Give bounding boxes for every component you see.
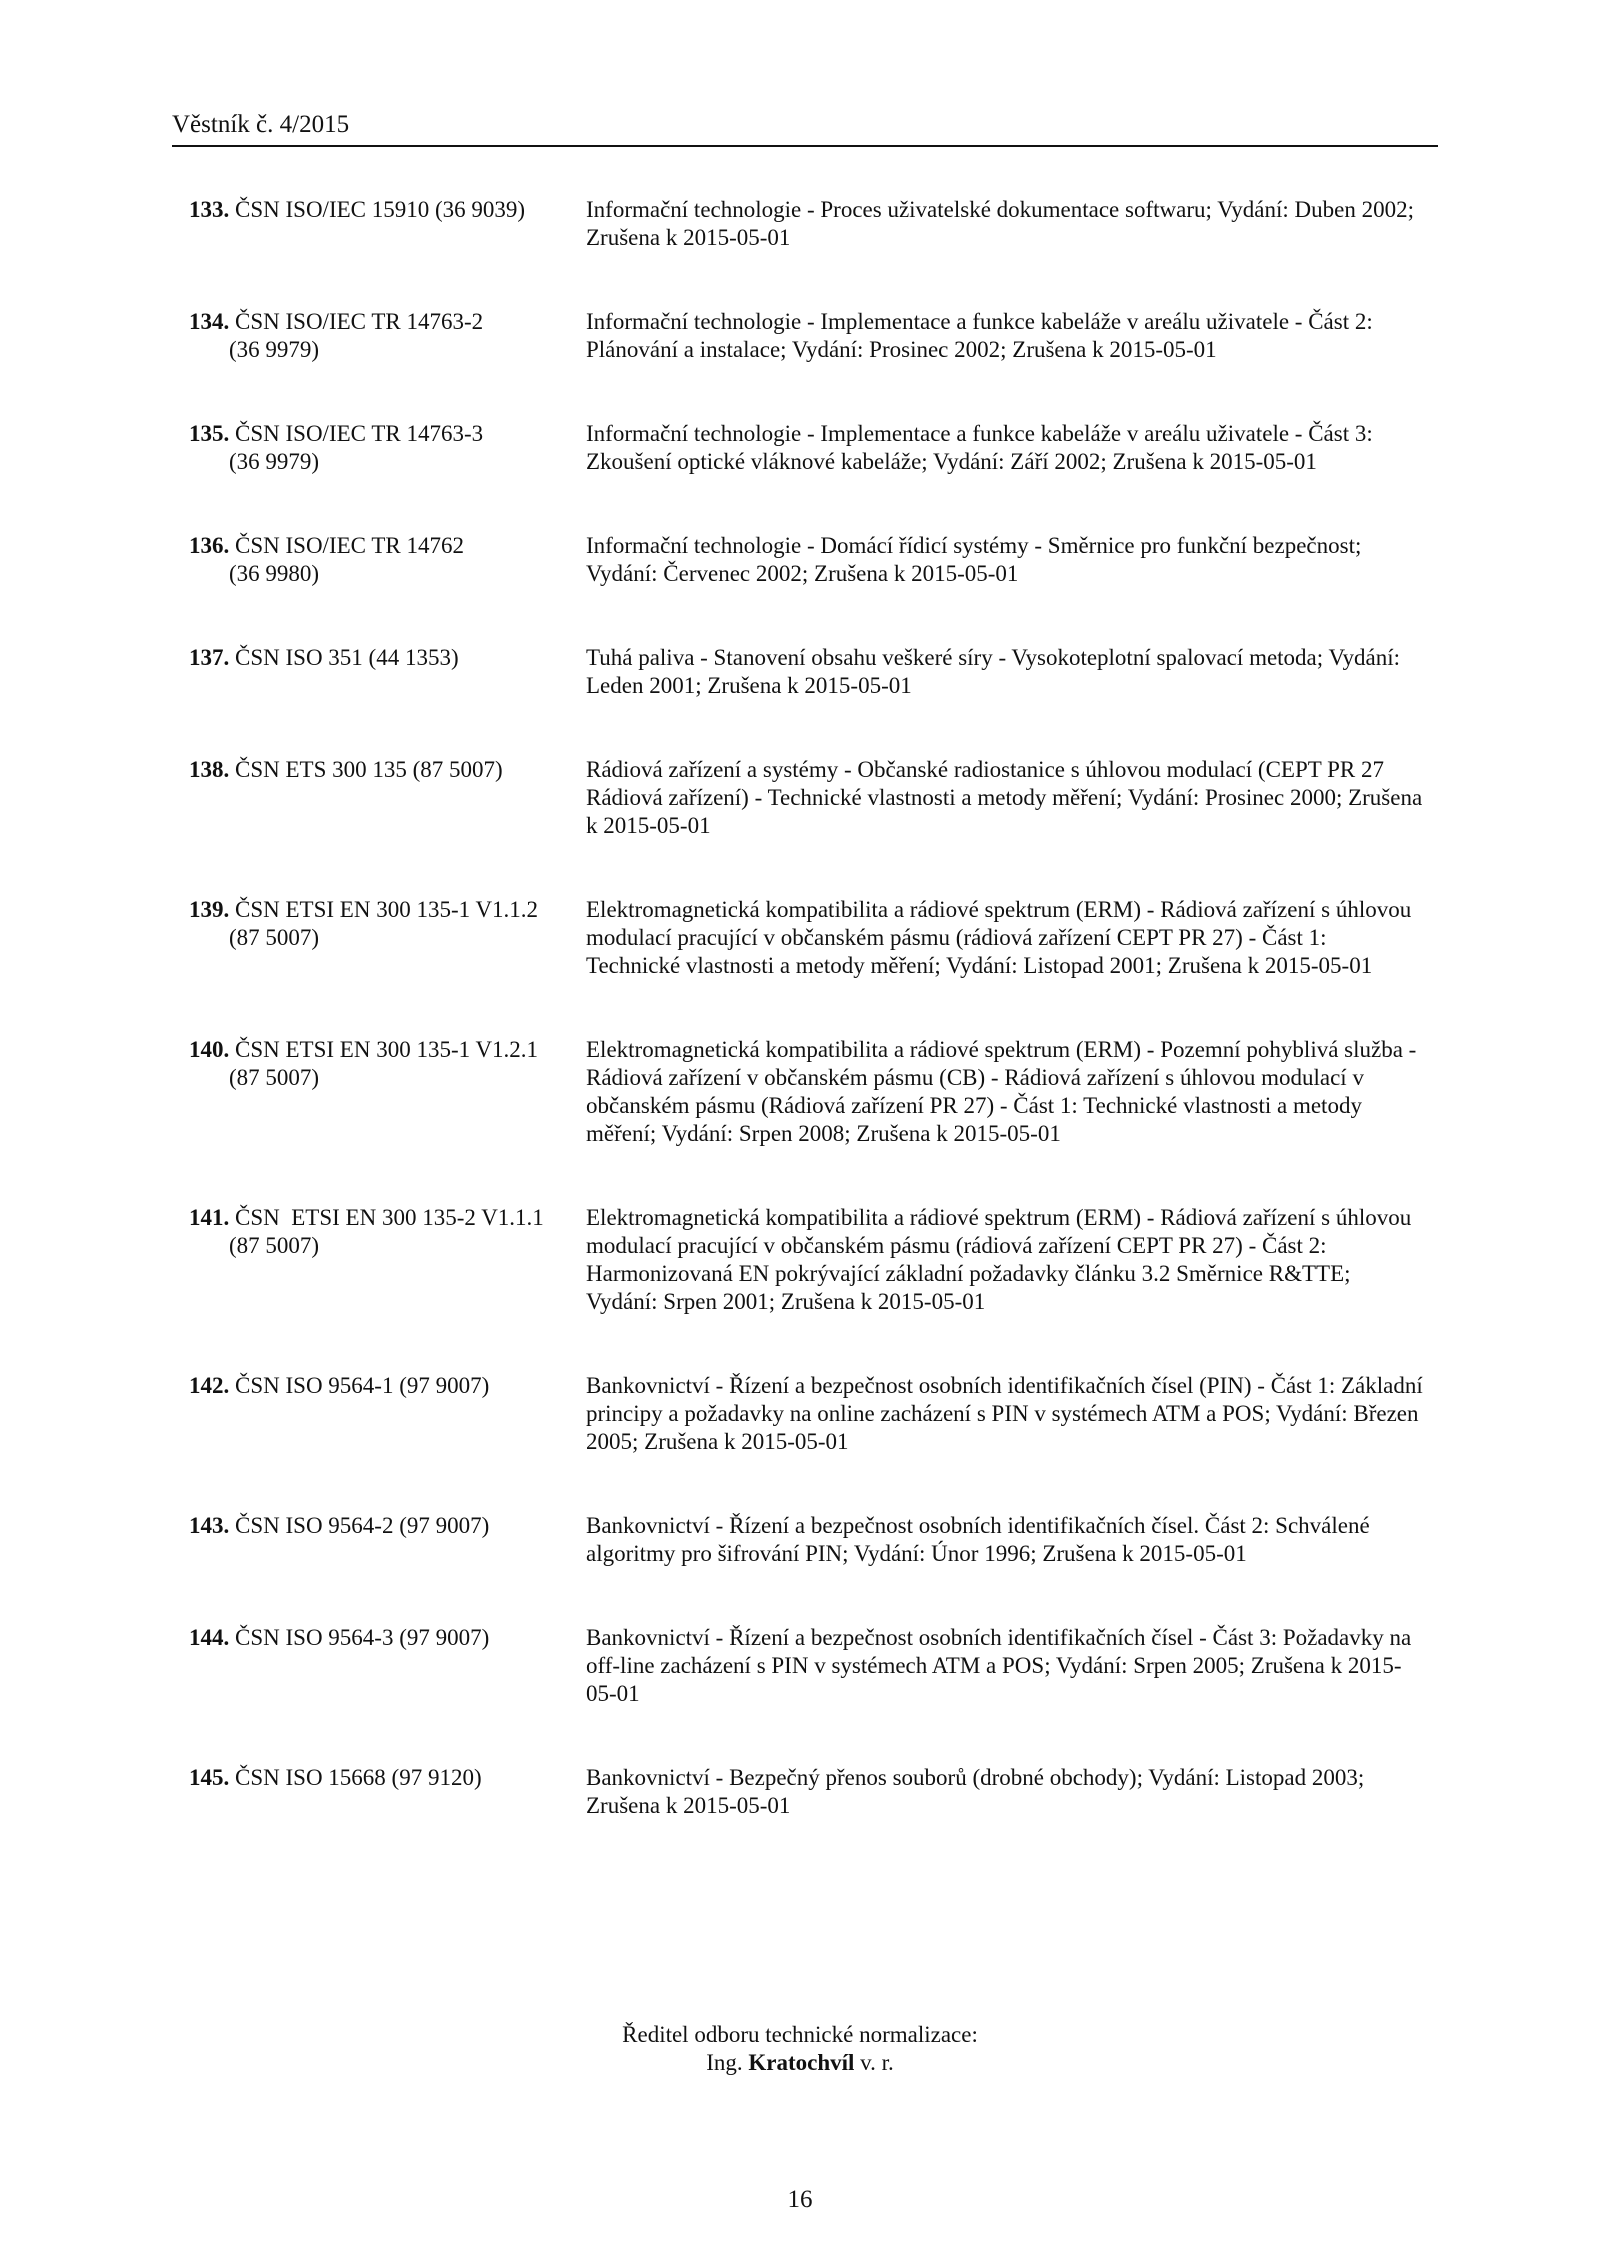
signature-suffix: v. r. [860,2050,894,2075]
code-line: ČSN ISO/IEC 15910 (36 9039) [235,197,526,222]
code-line: ČSN ETSI EN 300 135-1 V1.2.1 [235,1037,539,1062]
standard-description: Bankovnictví - Řízení a bezpečnost osobních identifikačních čísel (PIN) - Část 1: Základní principy a požadavky na online zacházení s PIN v systémech ATM a POS; Vydání: Březen 2005; Zrušena k 2015-05-01 [586,1373,1423,1454]
list-item [189,1204,1439,1316]
entry-number: 139. [189,897,230,922]
code-line: ČSN ISO 351 (44 1353) [235,645,459,670]
entry-number: 137. [189,645,230,670]
standard-code [189,1512,586,1568]
list-item [189,644,1439,700]
signature-title: Ing. [706,2050,743,2075]
standard-description: Elektromagnetická kompatibilita a rádiové spektrum (ERM) - Rádiová zařízení s úhlovou modulací pracující v občanském pásmu (rádiová zařízení CEPT PR 27) - Část 1: Technické vlastnosti a metody měření; Vydání: Listopad 2001; Zrušena k 2015-05-01 [586,897,1412,978]
code-line: ČSN ISO 9564-1 (97 9007) [235,1373,490,1398]
code-line: ČSN ETS 300 135 (87 5007) [235,757,503,782]
code-line-2: (87 5007) [229,1233,320,1258]
list-item [189,1764,1439,1820]
standard-description: Informační technologie - Implementace a funkce kabeláže v areálu uživatele - Část 3: Zkoušení optické vláknové kabeláže; Vydání: Září 2002; Zrušena k 2015-05-01 [586,421,1373,474]
entry-number: 142. [189,1373,230,1398]
entry-number: 135. [189,421,230,446]
entry-number: 138. [189,757,230,782]
entry-number: 141. [189,1205,230,1230]
code-line: ČSN ETSI EN 300 135-1 V1.1.2 [235,897,539,922]
code-line: ČSN ETSI EN 300 135-2 V1.1.1 [235,1205,544,1230]
code-line: ČSN ISO/IEC TR 14763-3 [235,421,484,446]
standard-code [189,1036,586,1148]
code-line: ČSN ISO/IEC TR 14763-2 [235,309,484,334]
list-item [189,1372,1439,1456]
entry-number: 134. [189,309,230,334]
standard-code [189,420,586,476]
list-item [189,1624,1439,1708]
standard-code [189,1764,586,1820]
page-number: 16 [787,2186,813,2213]
standard-description: Bankovnictví - Řízení a bezpečnost osobních identifikačních čísel - Část 3: Požadavky na off-line zacházení s PIN v systémech ATM a POS; Vydání: Srpen 2005; Zrušena k 2015-05-01 [586,1625,1412,1706]
page-header [172,111,1438,147]
list-item [189,308,1439,364]
standard-description: Bankovnictví - Bezpečný přenos souborů (drobné obchody); Vydání: Listopad 2003; Zrušena k 2015-05-01 [586,1765,1365,1818]
standard-description: Bankovnictví - Řízení a bezpečnost osobních identifikačních čísel. Část 2: Schválené algoritmy pro šifrování PIN; Vydání: Únor 1996; Zrušena k 2015-05-01 [586,1513,1370,1566]
code-line: ČSN ISO 9564-3 (97 9007) [235,1625,490,1650]
standard-description: Tuhá paliva - Stanovení obsahu veškeré síry - Vysokoteplotní spalovací metoda; Vydání: Leden 2001; Zrušena k 2015-05-01 [586,645,1401,698]
code-line-2: (36 9980) [229,561,320,586]
standard-code [189,196,586,252]
journal-title: Věstník č. 4/2015 [172,111,350,138]
code-line-2: (87 5007) [229,925,320,950]
standard-code [189,308,586,364]
list-item [189,896,1439,980]
entry-number: 140. [189,1037,230,1062]
standard-description: Rádiová zařízení a systémy - Občanské radiostanice s úhlovou modulací (CEPT PR 27 Rádiová zařízení) - Technické vlastnosti a metody měření; Vydání: Prosinec 2000; Zrušena k 2015-05-01 [586,757,1423,838]
signature-name: Kratochvíl [748,2050,855,2075]
standard-code [189,896,586,980]
standard-description: Informační technologie - Domácí řídicí systémy - Směrnice pro funkční bezpečnost; Vydání: Červenec 2002; Zrušena k 2015-05-01 [586,533,1362,586]
code-line: ČSN ISO 9564-2 (97 9007) [235,1513,490,1538]
code-line-2: (36 9979) [229,337,320,362]
list-item [189,1512,1439,1568]
standard-description: Elektromagnetická kompatibilita a rádiové spektrum (ERM) - Rádiová zařízení s úhlovou modulací pracující v občanském pásmu (rádiová zařízení CEPT PR 27) - Část 2: Harmonizovaná EN pokrývající základní požadavky článku 3.2 Směrnice R&TTE; Vydání: Srpen 2001; Zrušena k 2015-05-01 [586,1205,1412,1314]
standard-code [189,532,586,588]
entry-list [189,196,1439,1820]
signature-role: Ředitel odboru technické normalizace: [622,2022,978,2047]
signature-block [0,2021,1600,2077]
code-line: ČSN ISO/IEC TR 14762 [235,533,464,558]
standard-code [189,1624,586,1708]
standard-description: Informační technologie - Implementace a funkce kabeláže v areálu uživatele - Část 2: Plánování a instalace; Vydání: Prosinec 2002; Zrušena k 2015-05-01 [586,309,1373,362]
list-item [189,420,1439,476]
standard-code [189,644,586,700]
entry-number: 143. [189,1513,230,1538]
entry-number: 136. [189,533,230,558]
standard-code [189,756,586,840]
standard-description: Informační technologie - Proces uživatelské dokumentace softwaru; Vydání: Duben 2002; Zrušena k 2015-05-01 [586,197,1414,250]
code-line-2: (36 9979) [229,449,320,474]
standard-description: Elektromagnetická kompatibilita a rádiové spektrum (ERM) - Pozemní pohyblivá služba - Rádiová zařízení v občanském pásmu (CB) - Rádiová zařízení s úhlovou modulací v občanském pásmu (Rádiová zařízení PR 27) - Část 1: Technické vlastnosti a metody měření; Vydání: Srpen 2008; Zrušena k 2015-05-01 [586,1037,1417,1146]
standard-code [189,1372,586,1456]
entry-number: 144. [189,1625,230,1650]
list-item [189,196,1439,252]
entry-number: 145. [189,1765,230,1790]
entry-number: 133. [189,197,230,222]
list-item [189,1036,1439,1148]
code-line-2: (87 5007) [229,1065,320,1090]
code-line: ČSN ISO 15668 (97 9120) [235,1765,482,1790]
standard-code [189,1204,586,1316]
list-item [189,756,1439,840]
list-item [189,532,1439,588]
